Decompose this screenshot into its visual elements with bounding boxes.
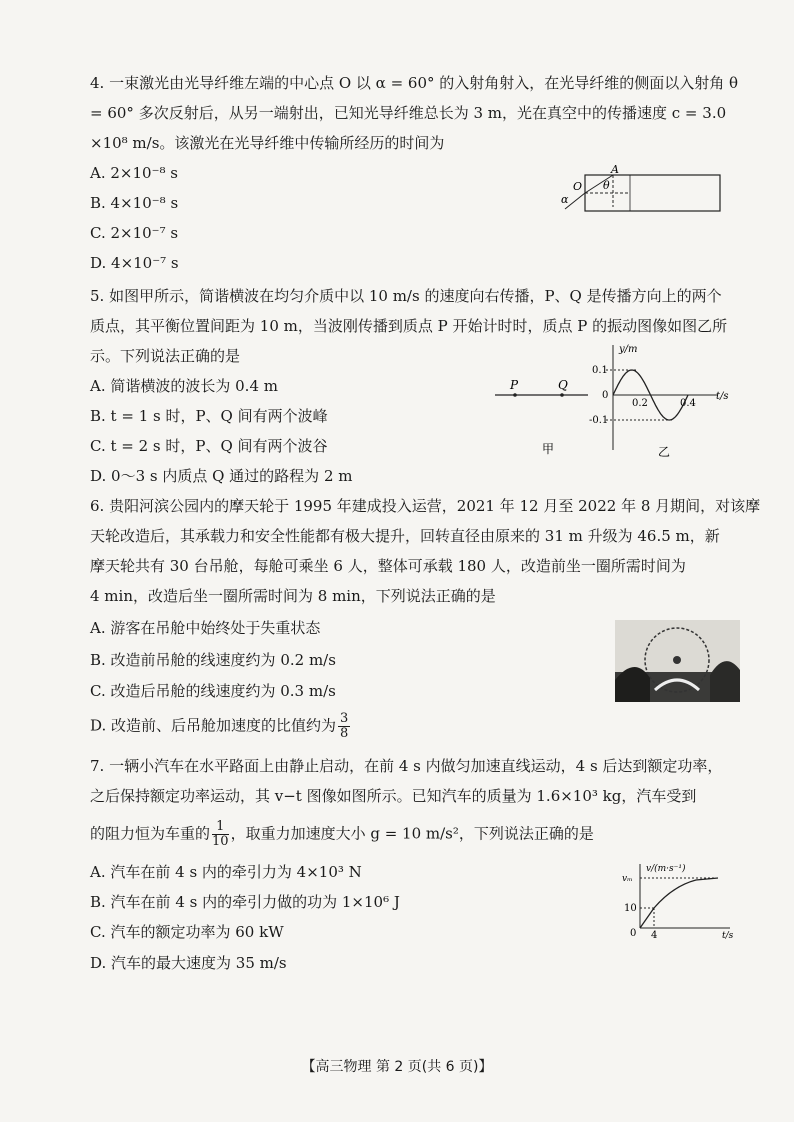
q7-option-d: D. 汽车的最大速度为 35 m/s (90, 954, 287, 972)
q7-option-a: A. 汽车在前 4 s 内的牵引力为 4×10³ N (90, 863, 362, 881)
tick-neg-0.1: -0.1 (589, 415, 609, 426)
page-footer: 【高三物理 第 2 页(共 6 页)】 (301, 1059, 493, 1075)
q7-vt-graph (618, 860, 738, 940)
t-axis-label: t/s (722, 931, 734, 940)
q4-stem-line-1: 4. 一束激光由光导纤维左端的中心点 O 以 α = 60° 的入射角射入，在光导纤维的侧面以入射角 θ (90, 74, 739, 92)
fraction-numerator: 1 (212, 820, 229, 835)
q4-option-c: C. 2×10⁻⁷ s (90, 224, 179, 242)
q6-stem-line-4: 4 min，改造后坐一圈所需时间为 8 min，下列说法正确的是 (90, 587, 496, 605)
q6-option-b: B. 改造前吊舱的线速度约为 0.2 m/s (90, 651, 336, 669)
q7-fraction (212, 820, 229, 849)
tick-vm: vₘ (622, 874, 633, 884)
q5-stem-line-3: 示。下列说法正确的是 (90, 347, 241, 365)
label-p: P (510, 378, 519, 392)
q4-option-d: D. 4×10⁻⁷ s (90, 254, 179, 272)
tick-0.4: 0.4 (680, 398, 696, 409)
q5-figure-jia (490, 365, 590, 465)
q7-stem-line-1: 7. 一辆小汽车在水平路面上由静止启动，在前 4 s 内做匀加速直线运动，4 s 后达到额定功率， (90, 757, 723, 775)
q7-option-b: B. 汽车在前 4 s 内的牵引力做的功为 1×10⁶ J (90, 893, 400, 911)
q6-option-d-fraction (338, 712, 350, 741)
fraction-numerator: 3 (340, 711, 349, 726)
y-axis-label: y/m (619, 344, 638, 355)
q5-option-d: D. 0～3 s 内质点 Q 通过的路程为 2 m (90, 467, 353, 485)
q6-ferris-wheel-photo (615, 620, 740, 702)
q7-stem-line-2: 之后保持额定功率运动，其 v−t 图像如图所示。已知汽车的质量为 1.6×10³ kg，汽车受到 (90, 787, 697, 805)
q7-line3-suffix: ，取重力加速度大小 g = 10 m/s²，下列说法正确的是 (230, 824, 594, 843)
vt-curve (640, 878, 718, 928)
tick-origin: 0 (630, 928, 637, 939)
q6-stem-line-2: 天轮改造后，其承载力和安全性能都有极大提升，回转直径由原来的 31 m 升级为 46.5 m，新 (90, 527, 720, 545)
tick-origin: 0 (602, 390, 609, 401)
q6-option-c: C. 改造后吊舱的线速度约为 0.3 m/s (90, 682, 336, 700)
q7-option-c: C. 汽车的额定功率为 60 kW (90, 923, 284, 941)
label-a: A (611, 163, 619, 176)
label-q: Q (558, 378, 568, 392)
point-q (560, 393, 564, 397)
q5-option-c: C. t = 2 s 时，P、Q 间有两个波谷 (90, 437, 328, 455)
tick-4: 4 (651, 930, 658, 940)
fraction-denominator: 8 (340, 726, 349, 741)
caption-yi: 乙 (658, 445, 671, 459)
label-alpha: α (561, 193, 569, 206)
q6-option-d (90, 712, 352, 741)
q4-stem-line-2: = 60° 多次反射后，从另一端射出，已知光导纤维总长为 3 m，光在真空中的传播速度 c = 3.0 (90, 104, 727, 122)
q7-line3-text: 的阻力恒为车重的 (90, 824, 211, 843)
q5-option-b: B. t = 1 s 时，P、Q 间有两个波峰 (90, 407, 328, 425)
tick-0.2: 0.2 (632, 398, 648, 409)
q4-stem-line-3: ×10⁸ m/s。该激光在光导纤维中传输所经历的时间为 (90, 134, 445, 152)
q6-stem-line-1: 6. 贵阳河滨公园内的摩天轮于 1995 年建成投入运营，2021 年 12 月至 2022 年 8 月期间，对该摩 (90, 497, 761, 515)
caption-jia: 甲 (542, 442, 555, 456)
label-o: O (573, 180, 583, 193)
q6-option-a: A. 游客在吊舱中始终处于失重状态 (90, 619, 321, 637)
v-axis-label: v/(m·s⁻¹) (646, 864, 686, 874)
q4-fiber-diagram (555, 163, 735, 223)
q4-option-b: B. 4×10⁻⁸ s (90, 194, 179, 212)
q6-option-d-text: D. 改造前、后吊舱加速度的比值约为 (90, 716, 337, 735)
q6-stem-line-3: 摩天轮共有 30 台吊舱，每舱可乘坐 6 人，整体可承载 180 人，改造前坐一圈所需时间为 (90, 557, 686, 575)
q7-stem-line-3 (90, 820, 594, 849)
fraction-denominator: 10 (212, 834, 229, 849)
tick-0.1: 0.1 (592, 365, 608, 376)
q5-stem-line-2: 质点，其平衡位置间距为 10 m，当波刚传播到质点 P 开始计时时，质点 P 的振动图像如图乙所 (90, 317, 728, 335)
t-axis-label: t/s (716, 391, 729, 402)
point-p (513, 393, 517, 397)
tick-10: 10 (624, 903, 637, 914)
label-theta: θ (603, 179, 610, 192)
q5-figure-yi (588, 340, 738, 460)
q5-stem-line-1: 5. 如图甲所示，简谐横波在均匀介质中以 10 m/s 的速度向右传播，P、Q 是传播方向上的两个 (90, 287, 722, 305)
q5-option-a: A. 简谐横波的波长为 0.4 m (90, 377, 278, 395)
q4-option-a: A. 2×10⁻⁸ s (90, 164, 178, 182)
